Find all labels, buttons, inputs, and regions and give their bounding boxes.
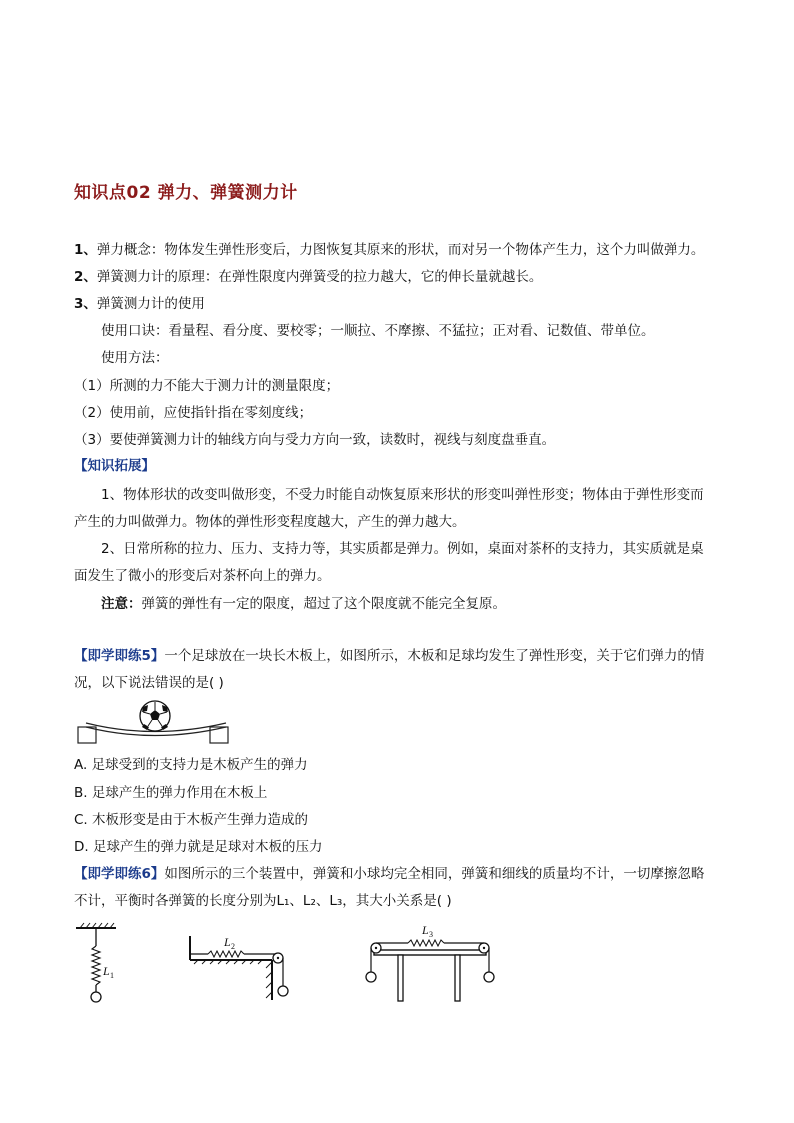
hanging-spring-diagram bbox=[72, 922, 122, 1004]
note bbox=[101, 594, 506, 614]
question-5-option-a[interactable]: A. 足球受到的支持力是木板产生的弹力 bbox=[74, 757, 308, 773]
note-label: 注意： bbox=[101, 596, 142, 612]
usage-item-1: （1）所测的力不能大于测力计的测量限度； bbox=[74, 378, 340, 394]
ball bbox=[278, 986, 288, 996]
hanging-spring-figure bbox=[72, 922, 122, 1004]
note-text: 弹簧的弹性有一定的限度，超过了这个限度就不能完全复原。 bbox=[141, 596, 506, 612]
paragraph-3 bbox=[74, 294, 205, 314]
svg-text:1: 1 bbox=[110, 971, 114, 980]
question-5-tag: 【即学即练5】 bbox=[74, 648, 165, 664]
extension-2-line-1: 2、日常所称的拉力、压力、支持力等，其实质都是弹力。例如，桌面对茶杯的支持力，其实质就是桌 bbox=[101, 541, 704, 557]
left-ball bbox=[366, 972, 376, 982]
table-pulley-diagram bbox=[180, 928, 300, 1004]
table-pulley-figure bbox=[180, 928, 300, 1004]
spring-l2 bbox=[208, 951, 244, 957]
label-l1: L bbox=[103, 964, 110, 978]
table-leg-left bbox=[398, 955, 403, 1001]
football-board-diagram bbox=[74, 700, 244, 748]
football-icon bbox=[140, 701, 170, 731]
ball bbox=[91, 992, 101, 1002]
question-6-line-1 bbox=[74, 864, 704, 884]
usage-item-3: （3）要使弹簧测力计的轴线方向与受力方向一致，读数时，视线与刻度盘垂直。 bbox=[74, 432, 556, 448]
right-ball bbox=[484, 972, 494, 982]
label-l3: L bbox=[422, 923, 429, 937]
double-pulley-diagram bbox=[360, 920, 500, 1004]
question-5-line-1 bbox=[74, 646, 704, 666]
paragraph-3-number: 3、 bbox=[74, 296, 97, 312]
spring-l3 bbox=[408, 940, 444, 946]
spring-l1 bbox=[92, 946, 100, 985]
paragraph-1 bbox=[74, 240, 704, 260]
double-pulley-figure bbox=[360, 920, 500, 1004]
table-hatch bbox=[194, 960, 272, 998]
paragraph-1-number: 1、 bbox=[74, 242, 97, 258]
paragraph-2-text: 弹簧测力计的原理：在弹性限度内弹簧受的拉力越大，它的伸长量就越长。 bbox=[96, 269, 543, 285]
football-on-board-figure bbox=[74, 700, 244, 748]
question-6-tag: 【即学即练6】 bbox=[74, 866, 165, 882]
section-title: 知识点02 弹力、弹簧测力计 bbox=[74, 183, 298, 203]
question-6-line-2: 不计，平衡时各弹簧的长度分别为L₁、L₂、L₃，其大小关系是( ) bbox=[74, 893, 452, 909]
left-support-block bbox=[78, 727, 96, 743]
table-leg-right bbox=[455, 955, 460, 1001]
extension-1-line-2: 产生的力叫做弹力。物体的弹性形变程度越大，产生的弹力越大。 bbox=[74, 514, 466, 530]
knowledge-extension-heading: 【知识拓展】 bbox=[74, 458, 155, 474]
question-5-line-2: 况，以下说法错误的是( ) bbox=[74, 675, 224, 691]
usage-method-heading: 使用方法： bbox=[101, 350, 169, 366]
table-top bbox=[374, 950, 486, 955]
svg-text:2: 2 bbox=[231, 942, 235, 951]
usage-item-2: （2）使用前，应使指针指在零刻度线； bbox=[74, 405, 313, 421]
svg-text:3: 3 bbox=[429, 930, 433, 939]
paragraph-3-text: 弹簧测力计的使用 bbox=[96, 296, 205, 312]
paragraph-2 bbox=[74, 267, 542, 287]
label-l2: L bbox=[224, 935, 231, 949]
question-5-option-b[interactable]: B. 足球产生的弹力作用在木板上 bbox=[74, 785, 268, 801]
paragraph-2-number: 2、 bbox=[74, 269, 97, 285]
extension-1-line-1: 1、物体形状的改变叫做形变，不受力时能自动恢复原来形状的形变叫弹性形变；物体由于弹性形变而 bbox=[101, 487, 704, 503]
question-5-option-d[interactable]: D. 足球产生的弹力就是足球对木板的压力 bbox=[74, 839, 323, 855]
question-5-option-c[interactable]: C. 木板形变是由于木板产生弹力造成的 bbox=[74, 812, 309, 828]
question-6-stem: 如图所示的三个装置中，弹簧和小球均完全相同，弹簧和细线的质量均不计，一切摩擦忽略 bbox=[164, 866, 705, 882]
paragraph-1-text: 弹力概念：物体发生弹性形变后，力图恢复其原来的形状，而对另一个物体产生力，这个力叫做弹力。 bbox=[96, 242, 705, 258]
question-5-stem: 一个足球放在一块长木板上，如图所示，木板和足球均发生了弹性形变，关于它们弹力的情 bbox=[164, 648, 705, 664]
extension-2-line-2: 面发生了微小的形变后对茶杯向上的弹力。 bbox=[74, 568, 331, 584]
usage-mnemonic: 使用口诀：看量程、看分度、要校零；一顺拉、不摩擦、不猛拉；正对看、记数值、带单位。 bbox=[101, 323, 655, 339]
